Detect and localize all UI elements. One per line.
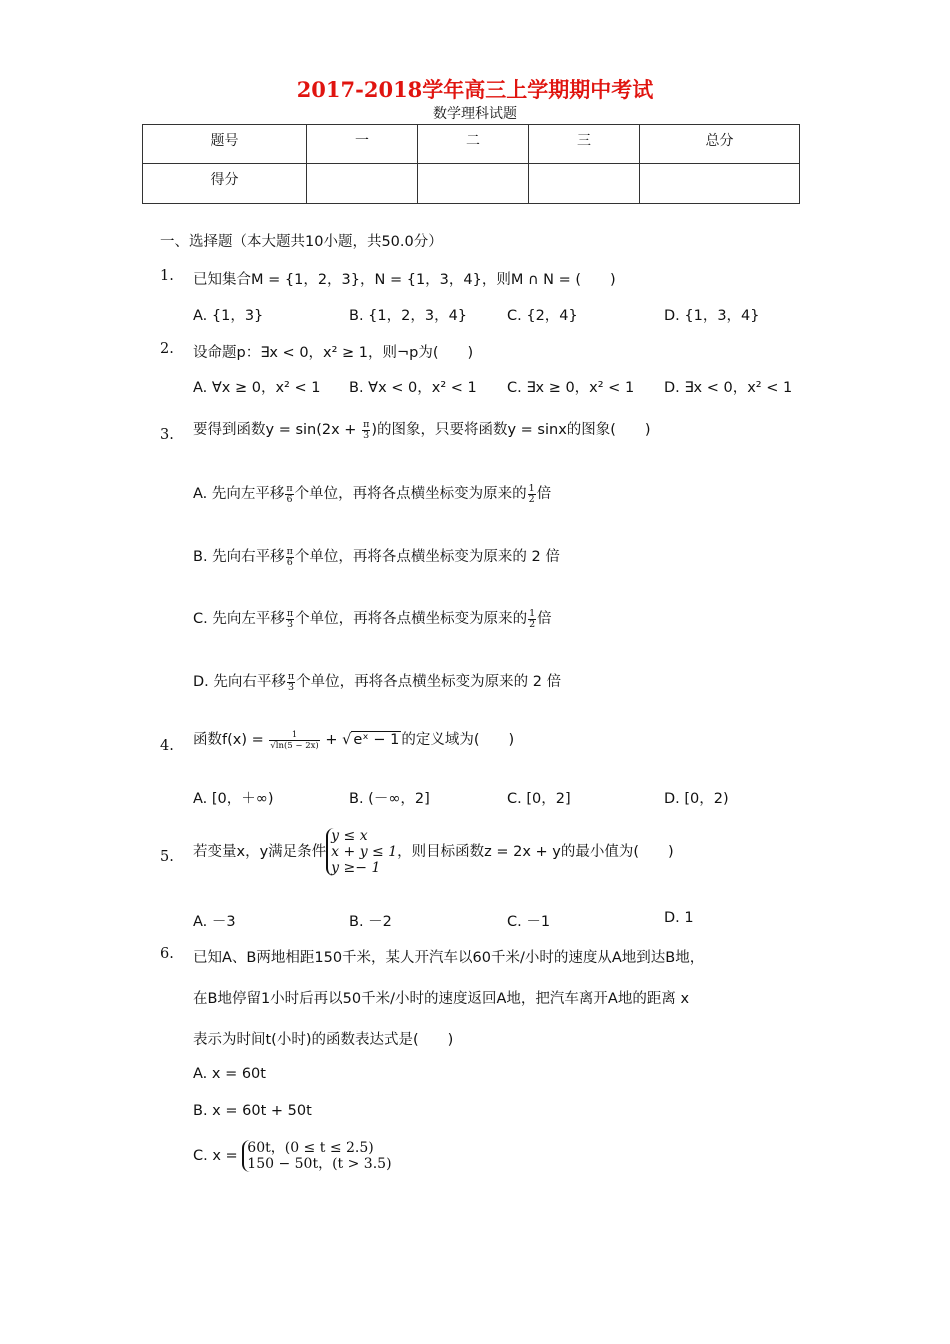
option-c: C. [0，2]	[507, 791, 571, 807]
option-d: D. {1，3，4}	[664, 308, 760, 324]
fraction	[287, 672, 295, 693]
score-cell: 得分	[143, 164, 307, 204]
fraction-numerator: π	[286, 545, 293, 557]
option-text: 个单位，再将各点横坐标变为原来的 2 倍	[294, 549, 560, 565]
fraction-denominator: √ln(5 − 2x)	[270, 740, 319, 751]
question-number: 2.	[160, 341, 174, 357]
option-d: D. [0，2)	[664, 791, 729, 807]
fraction-numerator: 1	[269, 730, 319, 741]
question-stem: 设命题p：∃x < 0，x² ≥ 1，则¬p为( )	[193, 345, 474, 361]
option-b: B. {1，2，3，4}	[349, 308, 468, 324]
option-text: A. 先向左平移	[193, 486, 285, 502]
piecewise-case: 60t，(0 ≤ t ≤ 2.5)	[247, 1140, 374, 1156]
question-number: 1.	[160, 268, 174, 284]
fraction	[528, 609, 536, 630]
option-a: A. x = 60t	[193, 1066, 266, 1082]
fraction-denominator: 2	[528, 493, 535, 505]
option-b: B. －2	[349, 914, 392, 930]
option-text: B. 先向右平移	[193, 549, 285, 565]
piecewise-system	[242, 1140, 391, 1172]
score-input-cell[interactable]	[640, 164, 800, 204]
score-cell: 三	[529, 125, 640, 164]
option-b: B. (－∞，2]	[349, 791, 430, 807]
option-c: C. {2，4}	[507, 308, 578, 324]
option-a: A. －3	[193, 914, 236, 930]
inequality-system	[326, 828, 397, 876]
option-text: 个单位，再将各点横坐标变为原来的	[294, 486, 527, 502]
fraction-denominator: 6	[286, 493, 293, 505]
option-d: D. 1	[664, 910, 694, 926]
fraction	[362, 420, 370, 441]
option-b	[193, 545, 560, 568]
question-stem	[193, 728, 514, 751]
score-table-score-row	[143, 164, 800, 204]
fraction-numerator: π	[286, 482, 293, 494]
question-stem	[193, 418, 651, 441]
score-input-cell[interactable]	[418, 164, 529, 204]
fraction	[286, 547, 294, 568]
option-c: C. －1	[507, 914, 551, 930]
question-number: 6.	[160, 946, 174, 962]
score-cell: 题号	[143, 125, 307, 164]
option-c: C. ∃x ≥ 0，x² < 1	[507, 380, 635, 396]
fraction-numerator: π	[363, 418, 370, 430]
stem-text: )的图象，只要将函数y = sinx的图象( )	[371, 422, 651, 438]
option-a: A. ∀x ≥ 0，x² < 1	[193, 380, 321, 396]
stem-text: 要得到函数y = sin(2x +	[193, 422, 362, 438]
inequality: y ≤ x	[331, 828, 368, 844]
option-c	[193, 1140, 392, 1172]
stem-text: 若变量x，y满足条件	[193, 844, 327, 860]
question-number: 3.	[160, 427, 174, 443]
option-text: 倍	[536, 486, 552, 502]
fraction-denominator: 6	[286, 556, 293, 568]
question-stem-line: 已知A、B两地相距150千米，某人开汽车以60千米/小时的速度从A地到达B地，	[193, 950, 705, 966]
score-cell: 一	[307, 125, 418, 164]
sqrt-radicand: eˣ − 1	[353, 732, 400, 748]
score-table-header-row	[143, 125, 800, 164]
question-stem-line: 在B地停留1小时后再以50千米/小时的速度返回A地，把汽车离开A地的距离 x	[193, 991, 690, 1007]
fraction-numerator: π	[287, 670, 295, 682]
fraction	[285, 484, 293, 505]
score-input-cell[interactable]	[307, 164, 418, 204]
option-a: A. [0，＋∞)	[193, 791, 274, 807]
section-heading: 一、选择题（本大题共10小题，共50.0分）	[160, 234, 443, 250]
question-number: 5.	[160, 849, 174, 865]
fraction	[528, 484, 536, 505]
fraction	[286, 609, 294, 630]
exam-title: 2017-2018学年高三上学期期中考试	[296, 77, 654, 102]
option-text: D. 先向右平移	[193, 674, 286, 690]
inequality: y ≥− 1	[331, 860, 381, 876]
question-number: 4.	[160, 738, 174, 754]
fraction-numerator: π	[286, 607, 294, 619]
option-b: B. x = 60t + 50t	[193, 1103, 312, 1119]
fraction-denominator: 3	[287, 681, 295, 693]
score-cell: 二	[418, 125, 529, 164]
fraction-denominator: 3	[363, 429, 370, 441]
piecewise-case: 150 − 50t，(t > 3.5)	[247, 1156, 392, 1172]
option-d	[193, 670, 561, 693]
score-table	[142, 124, 800, 204]
stem-text: 函数f(x) =	[193, 732, 269, 748]
option-a: A. {1，3}	[193, 308, 264, 324]
option-d: D. ∃x < 0，x² < 1	[664, 380, 793, 396]
option-text: C. 先向左平移	[193, 611, 285, 627]
fraction-denominator: 2	[529, 618, 536, 630]
question-stem-line: 表示为时间t(小时)的函数表达式是( )	[193, 1032, 454, 1048]
option-text: 个单位，再将各点横坐标变为原来的 2 倍	[296, 674, 562, 690]
stem-text: + √	[320, 732, 352, 748]
fraction-numerator: 1	[529, 607, 536, 619]
option-text: 个单位，再将各点横坐标变为原来的	[295, 611, 528, 627]
option-c	[193, 607, 552, 630]
inequality: x + y ≤ 1	[331, 844, 398, 860]
option-b: B. ∀x < 0，x² < 1	[349, 380, 477, 396]
stem-text: ，则目标函数z = 2x + y的最小值为( )	[397, 844, 674, 860]
question-stem: 已知集合M = {1，2，3}，N = {1，3，4}，则M ∩ N = ( )	[193, 272, 616, 288]
option-a	[193, 482, 551, 505]
fraction-denominator: 3	[286, 618, 293, 630]
stem-text: 的定义域为( )	[401, 732, 515, 748]
fraction	[269, 730, 319, 751]
fraction-numerator: 1	[528, 482, 535, 494]
option-text: 倍	[537, 611, 552, 627]
exam-subtitle: 数学理科试题	[433, 106, 517, 122]
score-cell: 总分	[640, 125, 800, 164]
question-stem	[193, 828, 674, 876]
option-text: C. x =	[193, 1148, 243, 1164]
score-input-cell[interactable]	[529, 164, 640, 204]
